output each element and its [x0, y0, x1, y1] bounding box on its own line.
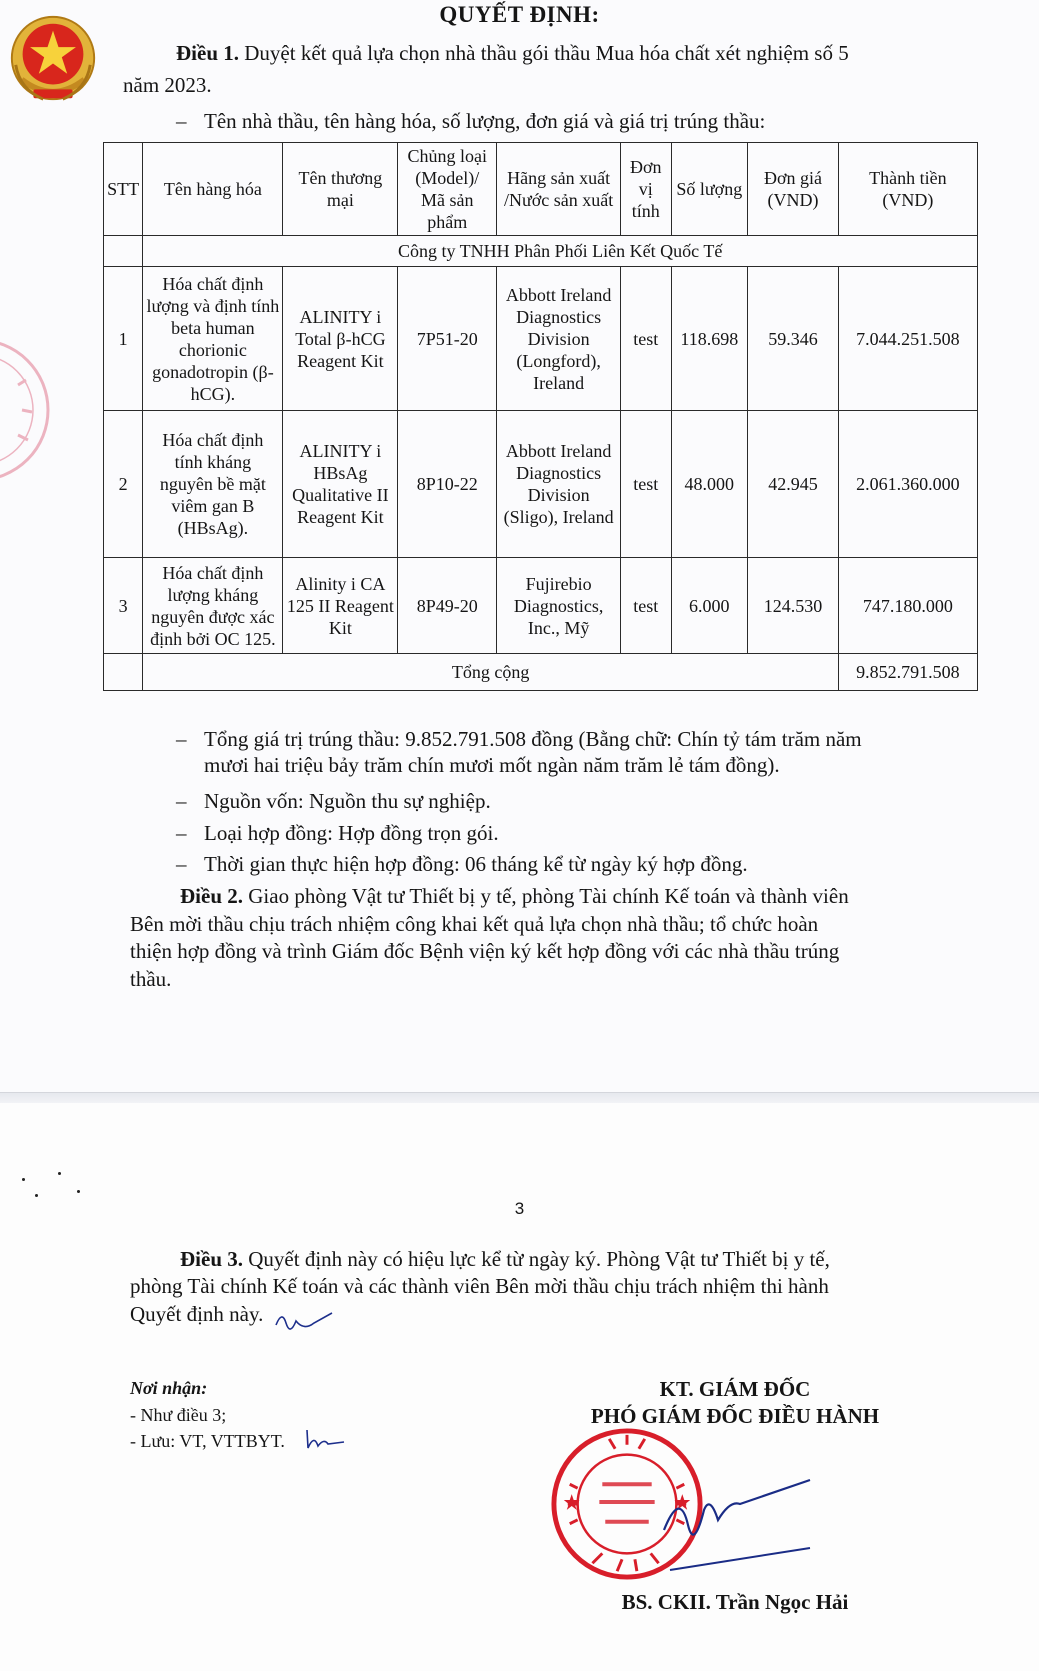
- table-row: [104, 267, 978, 411]
- scan-speck: [22, 1178, 25, 1181]
- partial-stamp-mark-icon: [0, 330, 58, 490]
- cell-unit-price: 124.530: [748, 558, 839, 654]
- signature-scribble-icon: [660, 1470, 820, 1580]
- page-separator: [0, 1092, 1039, 1103]
- total-label: Tổng cộng: [143, 654, 839, 691]
- header-unit-price: Đơn giá (VND): [748, 143, 839, 236]
- bullet-total-value: Tổng giá trị trúng thầu: 9.852.791.508 đồng (Bằng chữ: Chín tỷ tám trăm năm: [204, 727, 862, 751]
- header-stt: STT: [104, 143, 143, 236]
- article-1-line-2: năm 2023.: [123, 73, 212, 97]
- cell-quantity: 118.698: [671, 267, 748, 411]
- company-empty-cell: [104, 236, 143, 267]
- cell-amount: 2.061.360.000: [838, 411, 977, 558]
- total-row: [104, 654, 978, 691]
- header-unit: Đơn vị tính: [621, 143, 671, 236]
- header-item-name: Tên hàng hóa: [143, 143, 283, 236]
- cell-model: 8P49-20: [398, 558, 497, 654]
- total-empty-cell: [104, 654, 143, 691]
- recipient-item: - Lưu: VT, VTTBYT.: [130, 1431, 285, 1451]
- cell-item-name: Hóa chất định tính kháng nguyên bề mặt viêm gan B (HBsAg).: [143, 411, 283, 558]
- article-2-line-4: thầu.: [130, 967, 172, 991]
- cell-amount: 7.044.251.508: [838, 267, 977, 411]
- initials-scribble-icon: [304, 1428, 346, 1452]
- article-1-text: Duyệt kết quả lựa chọn nhà thầu gói thầu Mua hóa chất xét nghiệm số 5: [239, 41, 849, 65]
- recipients-title: Nơi nhận:: [130, 1378, 208, 1398]
- header-model: Chủng loại (Model)/ Mã sản phẩm: [398, 143, 497, 236]
- cell-item-name: Hóa chất định lượng kháng nguyên được xác định bởi OC 125.: [143, 558, 283, 654]
- cell-unit-price: 59.346: [748, 267, 839, 411]
- article-2-line-2: Bên mời thầu chịu trách nhiệm công khai kết quả lựa chọn nhà thầu; tổ chức hoàn: [130, 912, 819, 936]
- header-amount: Thành tiền (VND): [838, 143, 977, 236]
- bullet-dash: –: [176, 789, 187, 813]
- header-manufacturer: Hãng sản xuất /Nước sản xuất: [497, 143, 621, 236]
- cell-trade-name: ALINITY i Total β-hCG Reagent Kit: [283, 267, 398, 411]
- header-trade-name: Tên thương mại: [283, 143, 398, 236]
- page-number: 3: [514, 1199, 525, 1218]
- cell-stt: 2: [104, 411, 143, 558]
- bullet-duration: Thời gian thực hiện hợp đồng: 06 tháng kể từ ngày ký hợp đồng.: [204, 852, 748, 876]
- decision-title: QUYẾT ĐỊNH:: [439, 2, 600, 27]
- bullet-dash: –: [176, 821, 187, 845]
- bullet-dash: –: [176, 852, 187, 876]
- bullet-funding: Nguồn vốn: Nguồn thu sự nghiệp.: [204, 789, 491, 813]
- signature-title-1: KT. GIÁM ĐỐC: [659, 1377, 811, 1401]
- cell-model: 7P51-20: [398, 267, 497, 411]
- cell-unit: test: [621, 267, 671, 411]
- bullet-dash: –: [176, 109, 187, 133]
- article-3-line-1: [180, 1246, 830, 1273]
- article-2-line-3: thiện hợp đồng và trình Giám đốc Bệnh viện ký kết hợp đồng với các nhà thầu trúng: [130, 939, 840, 963]
- bullet-contract-type: Loại hợp đồng: Hợp đồng trọn gói.: [204, 821, 499, 845]
- article-3-text: Quyết định này có hiệu lực kể từ ngày ký. Phòng Vật tư Thiết bị y tế,: [243, 1247, 830, 1271]
- company-row: [104, 236, 978, 267]
- cell-amount: 747.180.000: [838, 558, 977, 654]
- article-2-line-1: [180, 883, 849, 910]
- cell-trade-name: Alinity i CA 125 II Reagent Kit: [283, 558, 398, 654]
- article-3-line-2: phòng Tài chính Kế toán và các thành viên Bên mời thầu chịu trách nhiệm thi hành: [130, 1274, 829, 1298]
- recipient-item: - Như điều 3;: [130, 1405, 227, 1425]
- table-row: [104, 411, 978, 558]
- signature-title-2: PHÓ GIÁM ĐỐC ĐIỀU HÀNH: [590, 1404, 880, 1428]
- cell-stt: 1: [104, 267, 143, 411]
- cell-manufacturer: Abbott Ireland Diagnostics Division (Sligo), Ireland: [497, 411, 621, 558]
- scan-speck: [77, 1190, 80, 1193]
- cell-trade-name: ALINITY i HBsAg Qualitative II Reagent Kit: [283, 411, 398, 558]
- cell-quantity: 6.000: [671, 558, 748, 654]
- award-table: [103, 142, 978, 691]
- cell-quantity: 48.000: [671, 411, 748, 558]
- scan-speck: [35, 1194, 38, 1197]
- total-value: 9.852.791.508: [838, 654, 977, 691]
- article-1-label: Điều 1.: [176, 41, 239, 65]
- article-2-label: Điều 2.: [180, 884, 243, 908]
- article-2-text: Giao phòng Vật tư Thiết bị y tế, phòng Tài chính Kế toán và thành viên: [243, 884, 849, 908]
- cell-item-name: Hóa chất định lượng và định tính beta human chorionic gonadotropin (β-hCG).: [143, 267, 283, 411]
- cell-unit-price: 42.945: [748, 411, 839, 558]
- article-1-line-1: [176, 40, 849, 67]
- table-intro: Tên nhà thầu, tên hàng hóa, số lượng, đơn giá và giá trị trúng thầu:: [204, 109, 766, 133]
- table-header-row: [104, 143, 978, 236]
- cell-manufacturer: Fujirebio Diagnostics, Inc., Mỹ: [497, 558, 621, 654]
- company-name: Công ty TNHH Phân Phối Liên Kết Quốc Tế: [143, 236, 978, 267]
- article-3-line-3: Quyết định này.: [130, 1302, 264, 1326]
- cell-model: 8P10-22: [398, 411, 497, 558]
- cell-unit: test: [621, 558, 671, 654]
- header-quantity: Số lượng: [671, 143, 748, 236]
- article-3-label: Điều 3.: [180, 1247, 243, 1271]
- table-row: [104, 558, 978, 654]
- cell-stt: 3: [104, 558, 143, 654]
- initials-scribble-icon: [274, 1305, 334, 1333]
- signer-name: BS. CKII. Trần Ngọc Hải: [621, 1590, 849, 1614]
- scan-speck: [58, 1172, 61, 1175]
- cell-manufacturer: Abbott Ireland Diagnostics Division (Longford), Ireland: [497, 267, 621, 411]
- cell-unit: test: [621, 411, 671, 558]
- bullet-total-value-cont: mươi hai triệu bảy trăm chín mươi mốt ngàn năm trăm lẻ tám đồng).: [204, 753, 780, 777]
- bullet-dash: –: [176, 727, 187, 751]
